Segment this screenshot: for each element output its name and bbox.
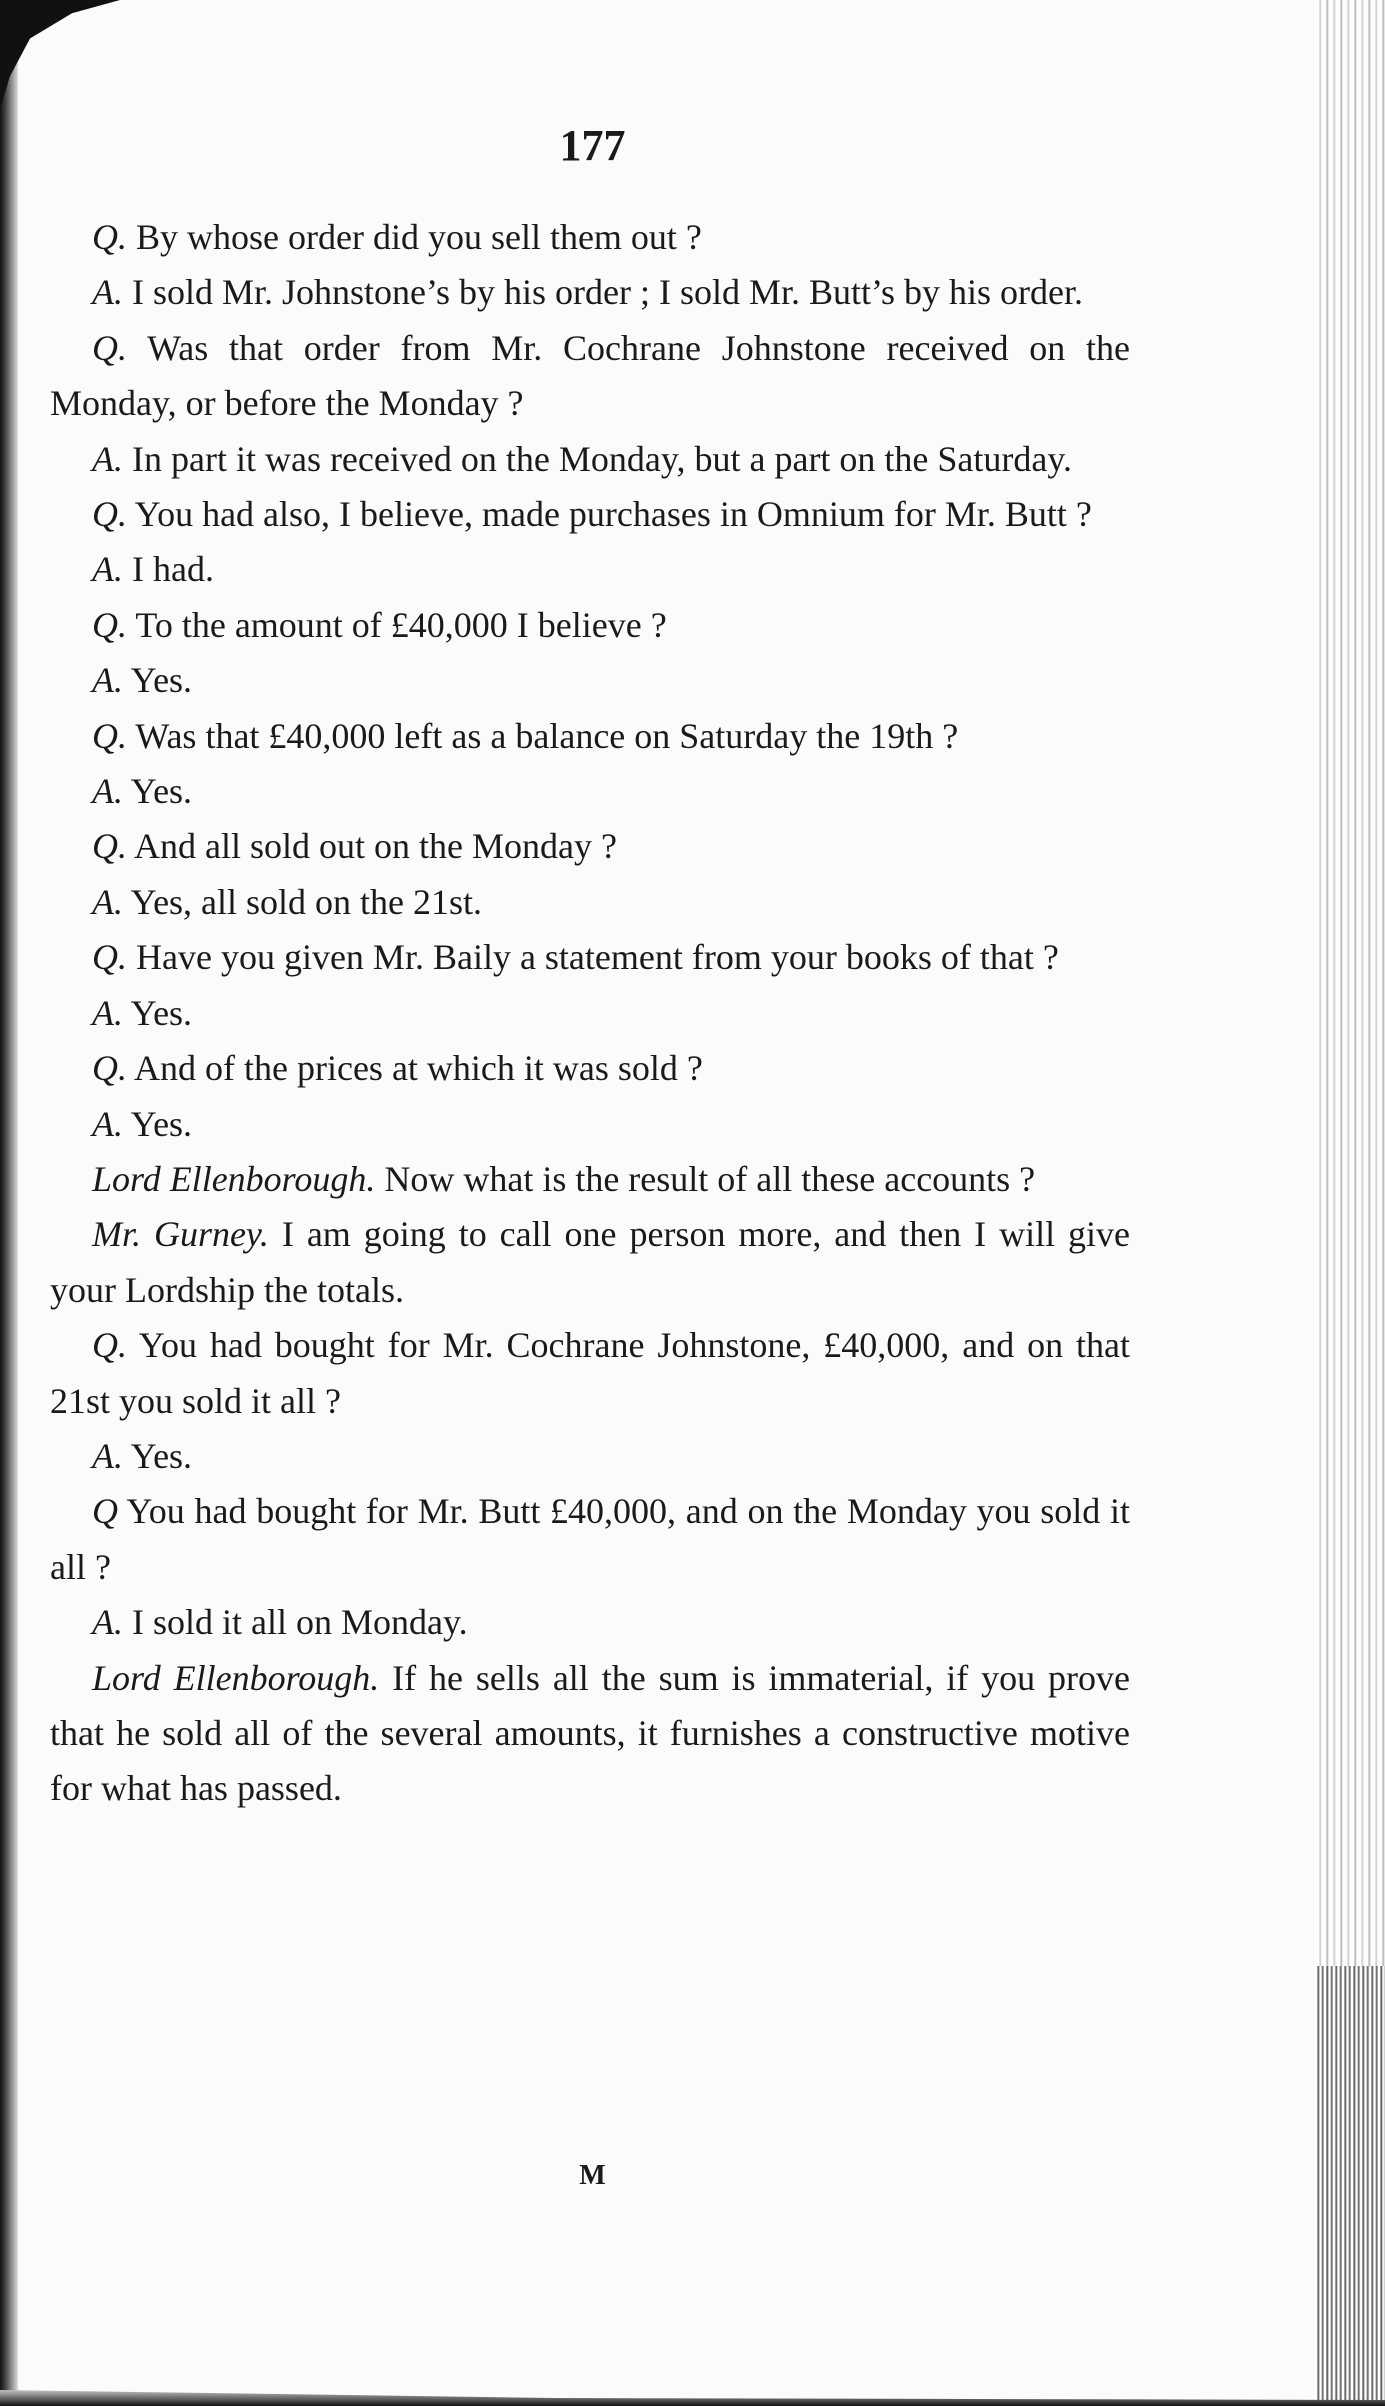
speaker-label: A. [92, 549, 123, 590]
paragraph-text: You had bought for Mr. Cochrane Johnstone, £40,000, and on that 21st you sold it all ? [50, 1325, 1131, 1421]
speaker-label: Q. [92, 1048, 127, 1089]
paragraph-text: Have you given Mr. Baily a statement from your books of that ? [136, 937, 1059, 978]
page-number: 177 [559, 121, 626, 170]
paragraph-text: Yes, all sold on the 21st. [130, 881, 483, 922]
paragraph [50, 1651, 1130, 1817]
paragraph-text: Was that order from Mr. Cochrane Johnstone received on the Monday, or before the Monday ? [50, 327, 1130, 424]
paragraph-text: Yes. [130, 992, 193, 1033]
paragraph [50, 1207, 1130, 1318]
paragraph-text: In part it was received on the Monday, but a part on the Saturday. [132, 438, 1073, 479]
speaker-label: A. [92, 1103, 123, 1144]
paragraph-text: Yes. [130, 660, 193, 701]
paragraph [50, 542, 1130, 597]
speaker-label: Q. [92, 327, 127, 368]
paragraph-text: Yes. [130, 1103, 193, 1144]
paragraph [50, 1152, 1130, 1207]
page-edge-right-dark [1315, 1966, 1385, 2406]
speaker-label: Q. [92, 826, 127, 867]
paragraph-text: Yes. [130, 1435, 193, 1476]
paragraph [50, 265, 1130, 320]
speaker-label: Q. [92, 604, 127, 645]
paragraph-text: Was that £40,000 left as a balance on Saturday the 19th ? [135, 715, 959, 756]
paragraph [50, 1595, 1130, 1650]
transcript-body [50, 210, 1130, 1817]
speaker-label: Q. [92, 217, 127, 257]
paragraph-text: Now what is the result of all these accounts ? [384, 1158, 1036, 1199]
speaker-label: A. [92, 881, 123, 922]
paragraph [50, 1484, 1130, 1595]
paragraph-text: If he sells all the sum is immaterial, if you prove that he sold all of the several amounts, it furnishes a constructive motive for what has passed. [50, 1657, 1131, 1809]
speaker-label: Lord Ellenborough. [92, 1657, 380, 1698]
paragraph-text: And of the prices at which it was sold ? [134, 1048, 703, 1089]
speaker-label: A. [92, 992, 123, 1033]
speaker-label: A. [92, 1435, 123, 1476]
paragraph [50, 432, 1130, 487]
speaker-label: Q [92, 1491, 118, 1532]
paragraph [50, 598, 1130, 653]
paragraph [50, 875, 1130, 930]
paragraph-text: Yes. [130, 771, 193, 812]
speaker-label: A. [92, 771, 123, 812]
paragraph-text: You had bought for Mr. Butt £40,000, and on the Monday you sold it all ? [50, 1491, 1131, 1587]
paragraph [50, 1318, 1130, 1429]
paragraph-text: By whose order did you sell them out ? [136, 217, 702, 257]
paragraph [50, 819, 1130, 874]
paragraph-text: I sold Mr. Johnstone’s by his order ; I sold Mr. Butt’s by his order. [132, 272, 1084, 313]
paragraph [50, 321, 1130, 432]
speaker-label: Q. [92, 937, 127, 978]
paragraph-text: And all sold out on the Monday ? [134, 826, 617, 867]
paragraph-text: I am going to call one person more, and then I will give your Lordship the totals. [50, 1214, 1130, 1310]
page-corner-shadow [0, 0, 120, 110]
speaker-label: Q. [92, 1325, 127, 1366]
paragraph [50, 986, 1130, 1041]
paragraph-text: I had. [132, 549, 214, 590]
speaker-label: A. [92, 438, 123, 479]
paragraph [50, 930, 1130, 985]
signature-mark: M [579, 2160, 606, 2191]
paragraph [50, 764, 1130, 819]
paragraph-text: You had also, I believe, made purchases in Omnium for Mr. Butt ? [134, 494, 1092, 535]
paragraph-text: I sold it all on Monday. [132, 1602, 468, 1643]
binding-shadow [0, 0, 18, 2406]
page-edge-bottom [0, 2386, 1385, 2406]
paragraph-text: To the amount of £40,000 I believe ? [135, 604, 667, 645]
paragraph [50, 1429, 1130, 1484]
speaker-label: A. [92, 272, 123, 313]
paragraph [50, 1097, 1130, 1152]
paragraph [50, 1041, 1130, 1096]
paragraph [50, 653, 1130, 708]
paragraph [50, 709, 1130, 764]
speaker-label: Lord Ellenborough. [92, 1158, 376, 1199]
paragraph [50, 487, 1130, 542]
speaker-label: Q. [92, 715, 127, 756]
paragraph [50, 210, 1130, 265]
speaker-label: A. [92, 660, 123, 701]
speaker-label: Mr. Gurney. [92, 1214, 269, 1255]
speaker-label: A. [92, 1602, 123, 1643]
speaker-label: Q. [92, 494, 127, 535]
